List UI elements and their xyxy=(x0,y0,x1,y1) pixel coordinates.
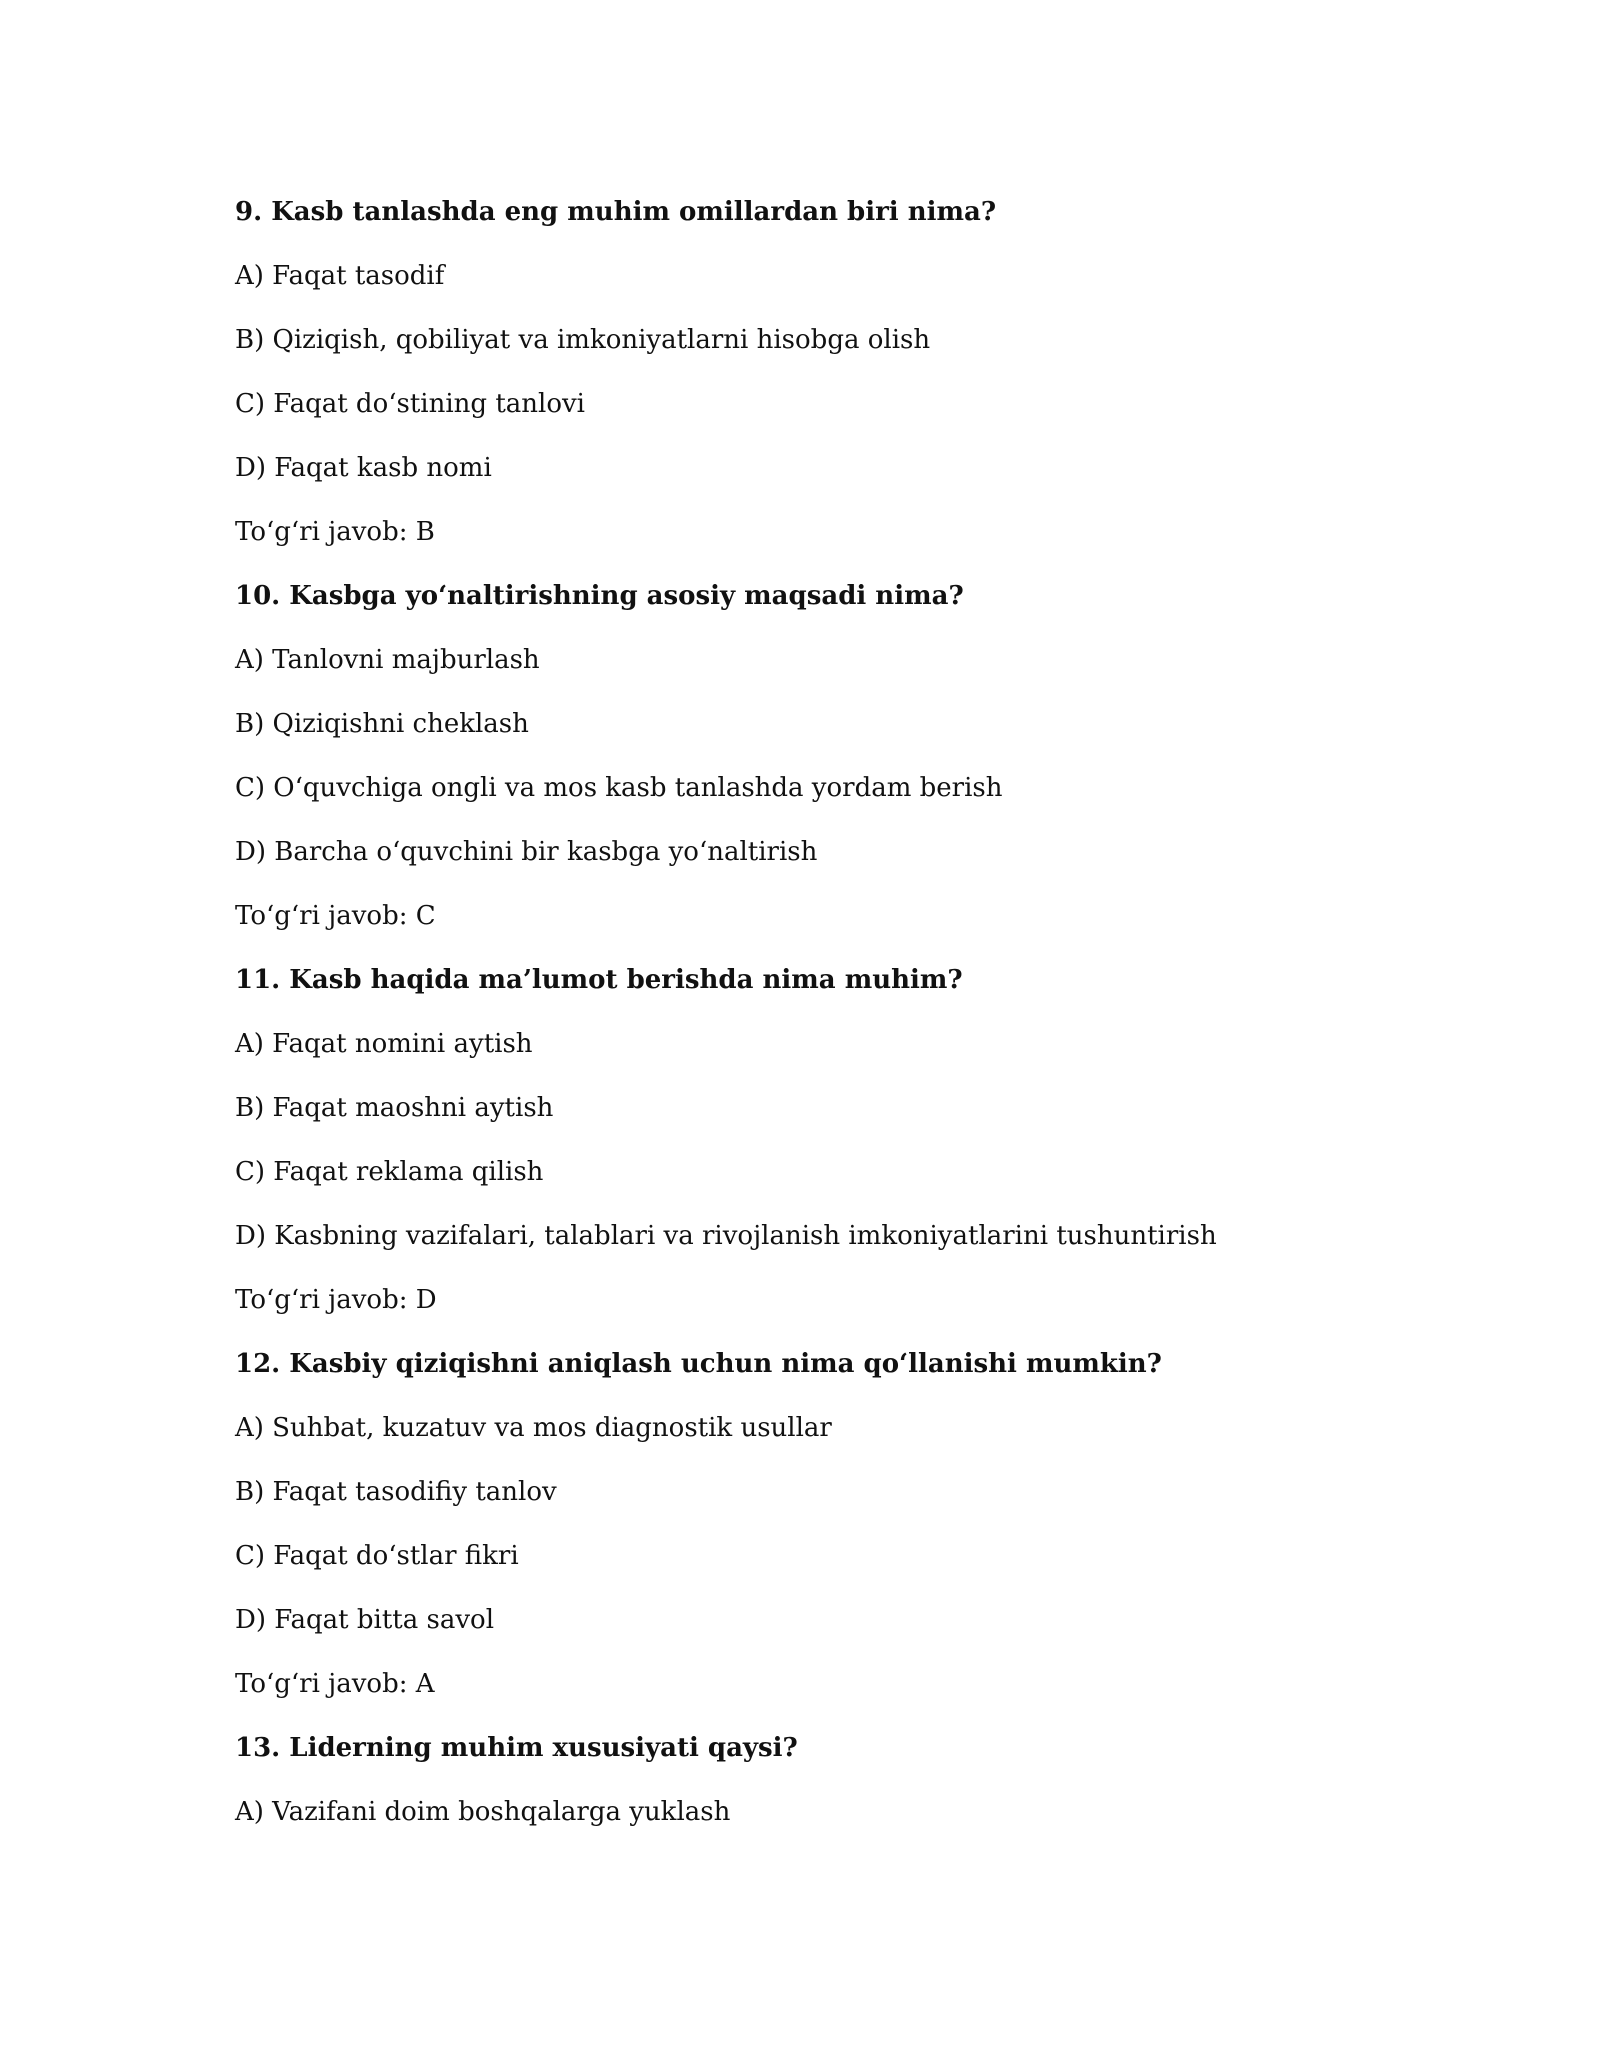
question-title: 9. Kasb tanlashda eng muhim omillardan biri nima? xyxy=(235,197,997,227)
option-d: D) Faqat bitta savol xyxy=(235,1605,495,1635)
option-c: C) O‘quvchiga ongli va mos kasb tanlashda yordam berish xyxy=(235,773,1003,803)
correct-answer: To‘g‘ri javob: D xyxy=(235,1285,437,1315)
option-b: B) Qiziqish, qobiliyat va imkoniyatlarni hisobga olish xyxy=(235,325,931,355)
option-d: D) Faqat kasb nomi xyxy=(235,453,492,483)
option-b: B) Faqat tasodifiy tanlov xyxy=(235,1477,557,1507)
option-a: A) Tanlovni majburlash xyxy=(235,645,540,675)
option-b: B) Qiziqishni cheklash xyxy=(235,709,529,739)
question-title: 11. Kasb haqida ma’lumot berishda nima muhim? xyxy=(235,965,963,995)
question-title: 13. Liderning muhim xususiyati qaysi? xyxy=(235,1733,798,1763)
option-c: C) Faqat reklama qilish xyxy=(235,1157,544,1187)
option-a: A) Vazifani doim boshqalarga yuklash xyxy=(235,1797,731,1827)
option-a: A) Faqat tasodif xyxy=(235,261,445,291)
option-d: D) Barcha o‘quvchini bir kasbga yo‘naltirish xyxy=(235,837,818,867)
question-title: 10. Kasbga yo‘naltirishning asosiy maqsadi nima? xyxy=(235,581,964,611)
correct-answer: To‘g‘ri javob: B xyxy=(235,517,435,547)
correct-answer: To‘g‘ri javob: C xyxy=(235,901,436,931)
correct-answer: To‘g‘ri javob: A xyxy=(235,1669,435,1699)
option-a: A) Suhbat, kuzatuv va mos diagnostik usullar xyxy=(235,1413,832,1443)
option-c: C) Faqat do‘stining tanlovi xyxy=(235,389,585,419)
document-page xyxy=(235,180,1435,1844)
option-a: A) Faqat nomini aytish xyxy=(235,1029,533,1059)
option-c: C) Faqat do‘stlar fikri xyxy=(235,1541,519,1571)
option-b: B) Faqat maoshni aytish xyxy=(235,1093,554,1123)
question-title: 12. Kasbiy qiziqishni aniqlash uchun nima qo‘llanishi mumkin? xyxy=(235,1349,1162,1379)
option-d: D) Kasbning vazifalari, talablari va rivojlanish imkoniyatlarini tushuntirish xyxy=(235,1221,1217,1251)
